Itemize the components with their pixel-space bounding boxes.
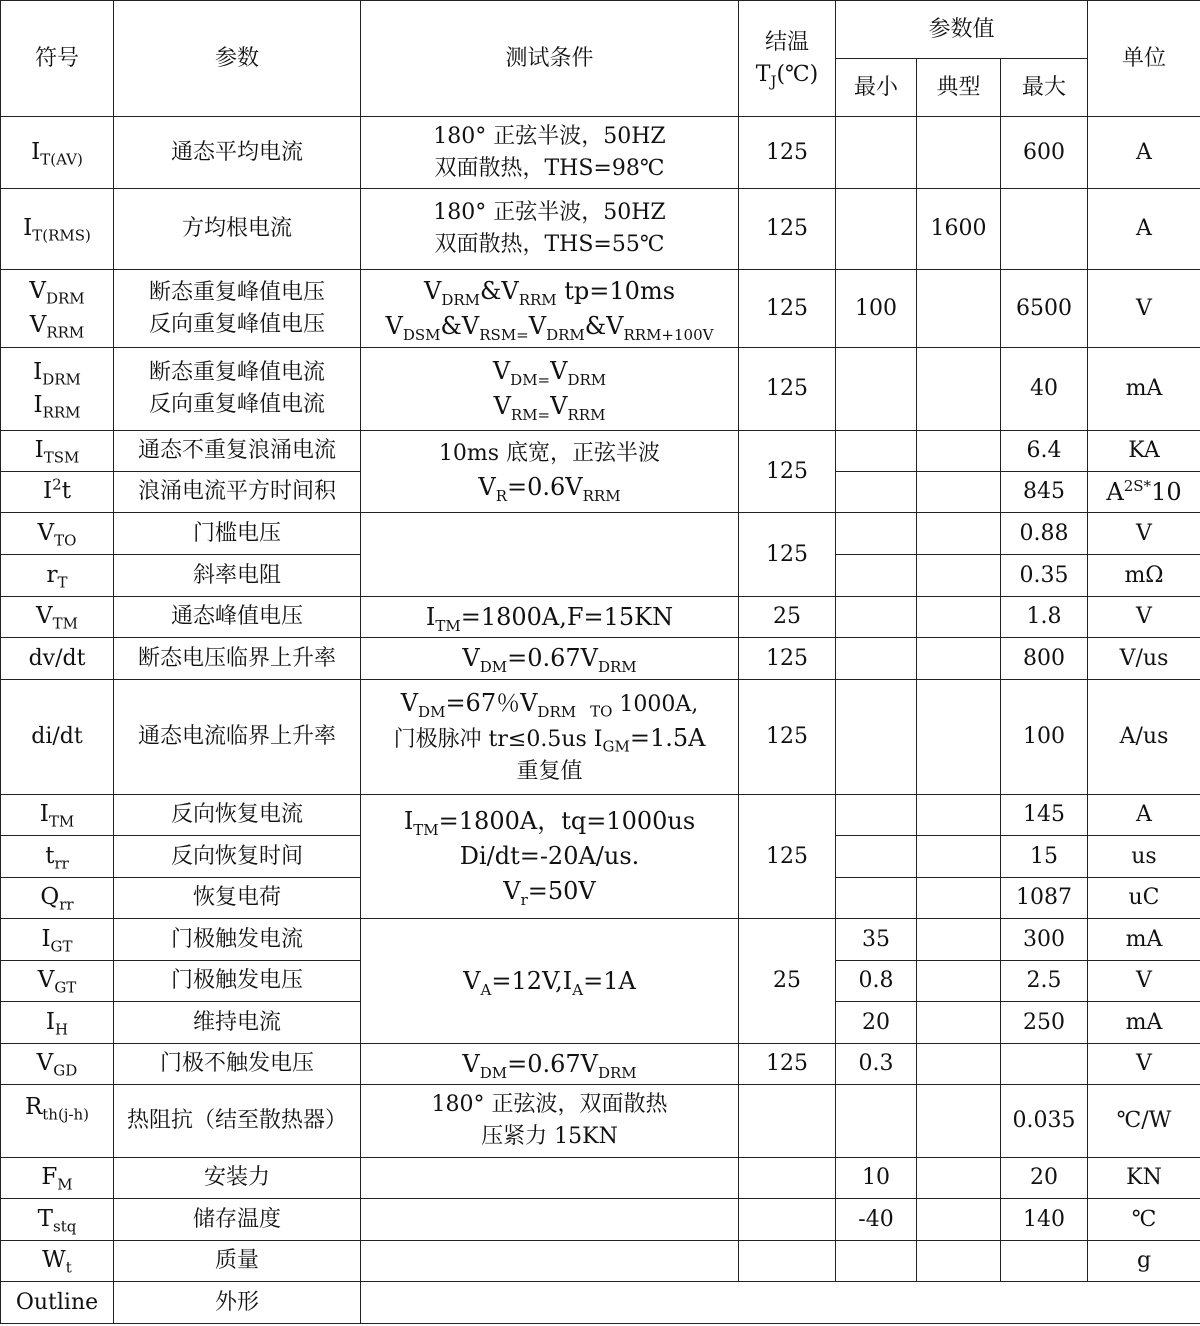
param-cell: 断态重复峰值电流 反向重复峰值电流 bbox=[114, 348, 361, 431]
min-cell: 35 bbox=[836, 919, 917, 961]
symbol-cell: $V_{TM}$ bbox=[1, 597, 114, 638]
typ-cell bbox=[917, 1044, 1001, 1085]
max-cell: 6.4 bbox=[1001, 431, 1088, 472]
condition-cell: $I_{TM}=1800A,F=15KN$ bbox=[361, 597, 739, 638]
min-cell bbox=[836, 513, 917, 555]
min-cell bbox=[836, 431, 917, 472]
min-cell bbox=[836, 348, 917, 431]
condition-cell: $V_{DRM}\&V_{RRM}$ tp=10ms $V_{DSM}\&V_{RSM=}V_{DRM}\&V_{RRM+100V}$ bbox=[361, 270, 739, 348]
tj-cell: 25 bbox=[739, 919, 836, 1044]
condition-cell: $V_{DM=}V_{DRM}$ $V_{RM=}V_{RRM}$ bbox=[361, 348, 739, 431]
min-cell bbox=[836, 836, 917, 878]
symbol-cell: $I_{T(RMS)}$ bbox=[1, 189, 114, 270]
symbol-cell: $t_{rr}$ bbox=[1, 836, 114, 878]
tj-cell bbox=[739, 1085, 836, 1158]
param-cell: 门极触发电压 bbox=[114, 961, 361, 1002]
condition-cell: $V_{DM}=0.67V_{DRM}$ bbox=[361, 1044, 739, 1085]
max-cell: 300 bbox=[1001, 919, 1088, 961]
max-cell: 600 bbox=[1001, 117, 1088, 189]
param-cell: 门槛电压 bbox=[114, 513, 361, 555]
header-unit: 单位 bbox=[1088, 1, 1200, 117]
symbol-cell: $F_M$ bbox=[1, 1158, 114, 1199]
unit-cell: ℃ bbox=[1088, 1199, 1200, 1241]
table-row bbox=[1, 1199, 1200, 1241]
tj-cell: 125 bbox=[739, 189, 836, 270]
symbol-cell: $W_t$ bbox=[1, 1241, 114, 1282]
max-cell: 6500 bbox=[1001, 270, 1088, 348]
condition-cell: 10ms 底宽，正弦半波 $V_R=0.6V_{RRM}$ bbox=[361, 431, 739, 513]
table-row bbox=[1, 1044, 1200, 1085]
min-cell bbox=[836, 1241, 917, 1282]
min-cell: 100 bbox=[836, 270, 917, 348]
symbol-cell: $I_{TM}$ bbox=[1, 795, 114, 836]
max-cell: 1.8 bbox=[1001, 597, 1088, 638]
param-cell: 通态电流临界上升率 bbox=[114, 680, 361, 795]
typ-cell bbox=[917, 555, 1001, 597]
max-cell: 145 bbox=[1001, 795, 1088, 836]
typ-cell bbox=[917, 597, 1001, 638]
typ-cell: 1600 bbox=[917, 189, 1001, 270]
typ-cell bbox=[917, 638, 1001, 680]
outline-cell bbox=[361, 1282, 1200, 1324]
symbol-cell: $V_{TO}$ bbox=[1, 513, 114, 555]
unit-cell: A bbox=[1088, 189, 1200, 270]
typ-cell bbox=[917, 513, 1001, 555]
param-cell: 门极触发电流 bbox=[114, 919, 361, 961]
symbol-cell: $T_{stq}$ bbox=[1, 1199, 114, 1241]
table-row bbox=[1, 189, 1200, 270]
typ-cell bbox=[917, 117, 1001, 189]
param-cell: 质量 bbox=[114, 1241, 361, 1282]
unit-cell: mA bbox=[1088, 348, 1200, 431]
table-row bbox=[1, 1282, 1200, 1324]
condition-cell bbox=[361, 513, 739, 597]
param-cell: 通态不重复浪涌电流 bbox=[114, 431, 361, 472]
tj-cell: 125 bbox=[739, 348, 836, 431]
typ-cell bbox=[917, 1241, 1001, 1282]
typ-cell bbox=[917, 1002, 1001, 1044]
unit-cell: V bbox=[1088, 961, 1200, 1002]
max-cell: 20 bbox=[1001, 1158, 1088, 1199]
symbol-cell: $I_{TSM}$ bbox=[1, 431, 114, 472]
table-row bbox=[1, 1158, 1200, 1199]
condition-cell: $V_{DM}=67$％$V_{DRM}$ $_{TO}$ 1000A, 门极脉冲 tr≤0.5us $I_{GM}=1.5A$ 重复值 bbox=[361, 680, 739, 795]
unit-cell: A/us bbox=[1088, 680, 1200, 795]
symbol-cell: $V_{GD}$ bbox=[1, 1044, 114, 1085]
condition-cell: 180° 正弦半波，50HZ 双面散热，THS=98℃ bbox=[361, 117, 739, 189]
typ-cell bbox=[917, 431, 1001, 472]
max-cell bbox=[1001, 1241, 1088, 1282]
table-row bbox=[1, 597, 1200, 638]
max-cell: 100 bbox=[1001, 680, 1088, 795]
unit-cell: mA bbox=[1088, 919, 1200, 961]
unit-cell: $A^{2S*}10$ bbox=[1088, 472, 1200, 513]
typ-cell bbox=[917, 836, 1001, 878]
min-cell bbox=[836, 555, 917, 597]
min-cell: -40 bbox=[836, 1199, 917, 1241]
symbol-cell: di/dt bbox=[1, 680, 114, 795]
unit-cell: ℃/W bbox=[1088, 1085, 1200, 1158]
max-cell bbox=[1001, 1044, 1088, 1085]
max-cell: 2.5 bbox=[1001, 961, 1088, 1002]
param-cell: 恢复电荷 bbox=[114, 878, 361, 919]
unit-cell: V bbox=[1088, 513, 1200, 555]
typ-cell bbox=[917, 680, 1001, 795]
symbol-cell: $I_H$ bbox=[1, 1002, 114, 1044]
condition-cell bbox=[361, 1241, 739, 1282]
typ-cell bbox=[917, 1085, 1001, 1158]
tj-cell: 125 bbox=[739, 513, 836, 597]
symbol-cell: $I_{T(AV)}$ bbox=[1, 117, 114, 189]
typ-cell bbox=[917, 919, 1001, 961]
symbol-cell: $I_{DRM}$ $I_{RRM}$ bbox=[1, 348, 114, 431]
unit-cell: KN bbox=[1088, 1158, 1200, 1199]
table-row bbox=[1, 348, 1200, 431]
symbol-cell: $R_{th(j-h)}$ bbox=[1, 1085, 114, 1158]
param-cell: 断态电压临界上升率 bbox=[114, 638, 361, 680]
tj-cell: 125 bbox=[739, 270, 836, 348]
typ-cell bbox=[917, 961, 1001, 1002]
table-row bbox=[1, 680, 1200, 795]
symbol-cell: $Q_{rr}$ bbox=[1, 878, 114, 919]
symbol-cell: $r_T$ bbox=[1, 555, 114, 597]
min-cell bbox=[836, 597, 917, 638]
symbol-cell: $I^2t$ bbox=[1, 472, 114, 513]
tj-cell: 125 bbox=[739, 431, 836, 513]
unit-cell: g bbox=[1088, 1241, 1200, 1282]
condition-cell: 180° 正弦半波，50HZ 双面散热，THS=55℃ bbox=[361, 189, 739, 270]
condition-cell: 180° 正弦波，双面散热 压紧力 15KN bbox=[361, 1085, 739, 1158]
typ-cell bbox=[917, 472, 1001, 513]
condition-cell: $V_A=12V,I_A=1A$ bbox=[361, 919, 739, 1044]
condition-cell bbox=[361, 1199, 739, 1241]
max-cell: 845 bbox=[1001, 472, 1088, 513]
symbol-cell: $V_{DRM}$ $V_{RRM}$ bbox=[1, 270, 114, 348]
typ-cell bbox=[917, 878, 1001, 919]
unit-cell: V bbox=[1088, 270, 1200, 348]
param-cell: 通态峰值电压 bbox=[114, 597, 361, 638]
table-row bbox=[1, 1241, 1200, 1282]
param-cell: 储存温度 bbox=[114, 1199, 361, 1241]
tj-cell bbox=[739, 1241, 836, 1282]
condition-cell: $V_{DM}=0.67V_{DRM}$ bbox=[361, 638, 739, 680]
tj-cell: 125 bbox=[739, 638, 836, 680]
max-cell: 1087 bbox=[1001, 878, 1088, 919]
symbol-cell: $I_{GT}$ bbox=[1, 919, 114, 961]
param-cell: 浪涌电流平方时间积 bbox=[114, 472, 361, 513]
min-cell bbox=[836, 878, 917, 919]
tj-cell: 125 bbox=[739, 117, 836, 189]
max-cell: 0.035 bbox=[1001, 1085, 1088, 1158]
unit-cell: uC bbox=[1088, 878, 1200, 919]
unit-cell: V bbox=[1088, 1044, 1200, 1085]
max-cell: 800 bbox=[1001, 638, 1088, 680]
tj-cell: 25 bbox=[739, 597, 836, 638]
table-row bbox=[1, 117, 1200, 189]
min-cell bbox=[836, 472, 917, 513]
param-cell: 维持电流 bbox=[114, 1002, 361, 1044]
max-cell: 15 bbox=[1001, 836, 1088, 878]
tj-cell: 125 bbox=[739, 1044, 836, 1085]
typ-cell bbox=[917, 1158, 1001, 1199]
table-row bbox=[1, 795, 1200, 836]
condition-cell: $I_{TM}=1800A$，tq=1000us Di/dt=-20A/us. $V_r=50V$ bbox=[361, 795, 739, 919]
max-cell: 0.35 bbox=[1001, 555, 1088, 597]
condition-cell bbox=[361, 1158, 739, 1199]
max-cell: 40 bbox=[1001, 348, 1088, 431]
min-cell: 20 bbox=[836, 1002, 917, 1044]
tj-cell bbox=[739, 1158, 836, 1199]
header-min: 最小 bbox=[836, 59, 917, 117]
symbol-cell: $V_{GT}$ bbox=[1, 961, 114, 1002]
header-tj: 结温 $T_J(℃)$ bbox=[739, 1, 836, 117]
param-cell: 门极不触发电压 bbox=[114, 1044, 361, 1085]
min-cell: 10 bbox=[836, 1158, 917, 1199]
max-cell bbox=[1001, 189, 1088, 270]
unit-cell: mA bbox=[1088, 1002, 1200, 1044]
unit-cell: A bbox=[1088, 117, 1200, 189]
min-cell: 0.8 bbox=[836, 961, 917, 1002]
header-max: 最大 bbox=[1001, 59, 1088, 117]
table-row bbox=[1, 431, 1200, 472]
table-row bbox=[1, 270, 1200, 348]
unit-cell: KA bbox=[1088, 431, 1200, 472]
unit-cell: mΩ bbox=[1088, 555, 1200, 597]
tj-cell: 125 bbox=[739, 680, 836, 795]
header-symbol: 符号 bbox=[1, 1, 114, 117]
param-cell: 热阻抗（结至散热器） bbox=[114, 1085, 361, 1158]
table-row bbox=[1, 638, 1200, 680]
unit-cell: V bbox=[1088, 597, 1200, 638]
tj-cell: 125 bbox=[739, 795, 836, 919]
max-cell: 140 bbox=[1001, 1199, 1088, 1241]
param-cell: 安装力 bbox=[114, 1158, 361, 1199]
max-cell: 250 bbox=[1001, 1002, 1088, 1044]
typ-cell bbox=[917, 270, 1001, 348]
tj-cell bbox=[739, 1199, 836, 1241]
header-typ: 典型 bbox=[917, 59, 1001, 117]
unit-cell: V/us bbox=[1088, 638, 1200, 680]
table-row bbox=[1, 1085, 1200, 1158]
typ-cell bbox=[917, 348, 1001, 431]
min-cell bbox=[836, 117, 917, 189]
symbol-cell: Outline bbox=[1, 1282, 114, 1324]
param-cell: 通态平均电流 bbox=[114, 117, 361, 189]
min-cell bbox=[836, 189, 917, 270]
param-cell: 外形 bbox=[114, 1282, 361, 1324]
max-cell: 0.88 bbox=[1001, 513, 1088, 555]
unit-cell: A bbox=[1088, 795, 1200, 836]
typ-cell bbox=[917, 795, 1001, 836]
table-row bbox=[1, 513, 1200, 555]
table-row bbox=[1, 919, 1200, 961]
param-cell: 斜率电阻 bbox=[114, 555, 361, 597]
unit-cell: us bbox=[1088, 836, 1200, 878]
min-cell bbox=[836, 638, 917, 680]
min-cell: 0.3 bbox=[836, 1044, 917, 1085]
param-cell: 反向恢复电流 bbox=[114, 795, 361, 836]
symbol-cell: dv/dt bbox=[1, 638, 114, 680]
header-param: 参数 bbox=[114, 1, 361, 117]
typ-cell bbox=[917, 1199, 1001, 1241]
param-cell: 反向恢复时间 bbox=[114, 836, 361, 878]
param-cell: 方均根电流 bbox=[114, 189, 361, 270]
min-cell bbox=[836, 795, 917, 836]
header-condition: 测试条件 bbox=[361, 1, 739, 117]
min-cell bbox=[836, 1085, 917, 1158]
header-values: 参数值 bbox=[836, 1, 1088, 59]
min-cell bbox=[836, 680, 917, 795]
param-cell: 断态重复峰值电压 反向重复峰值电压 bbox=[114, 270, 361, 348]
